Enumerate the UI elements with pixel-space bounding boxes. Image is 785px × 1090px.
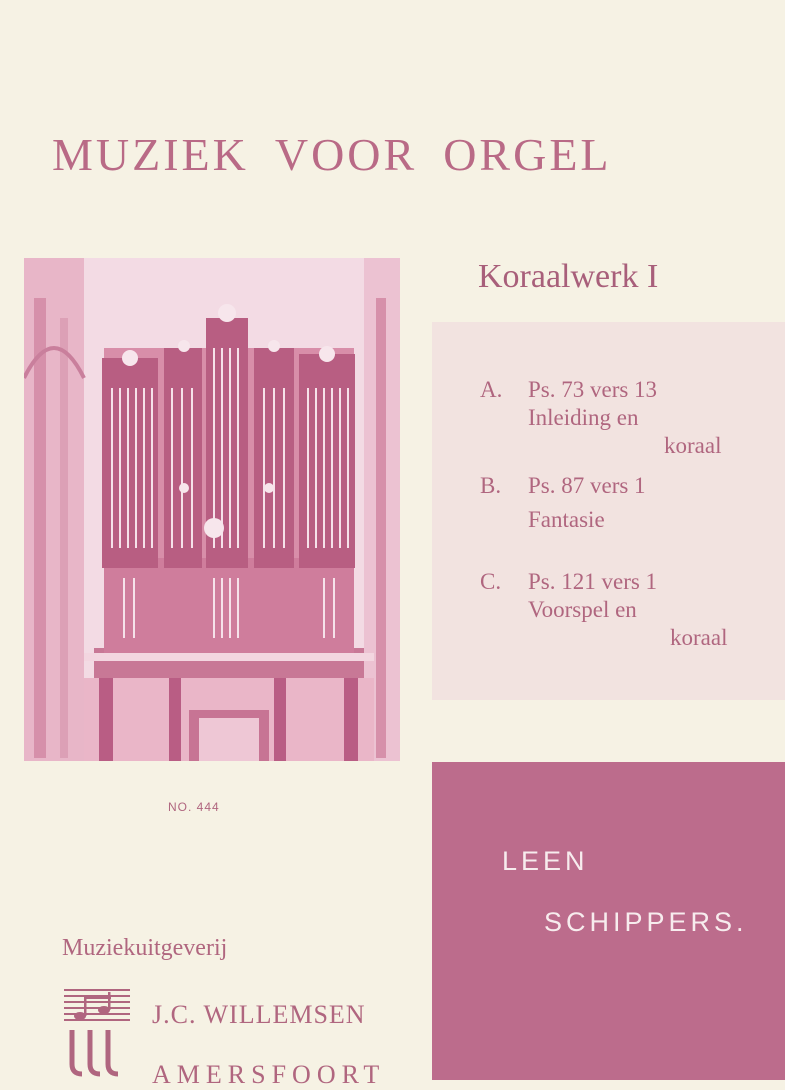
item-psalm: Ps. 87 vers 1 bbox=[528, 473, 646, 498]
item-description: Inleiding en bbox=[528, 405, 639, 430]
organ-photo bbox=[24, 258, 400, 761]
catalog-number: NO. 444 bbox=[168, 800, 220, 814]
item-letter: C. bbox=[480, 569, 502, 594]
publisher-label: Muziekuitgeverij bbox=[62, 935, 228, 961]
item-description-cont: koraal bbox=[664, 433, 722, 458]
item-psalm: Ps. 73 vers 13 bbox=[528, 377, 658, 402]
item-description: Voorspel en bbox=[528, 597, 637, 622]
publisher-city: AMERSFOORT bbox=[152, 1060, 386, 1089]
item-letter: B. bbox=[480, 473, 502, 498]
item-letter: A. bbox=[480, 377, 503, 402]
author-last-name: SCHIPPERS. bbox=[544, 907, 748, 937]
item-psalm: Ps. 121 vers 1 bbox=[528, 569, 658, 594]
title-word: ORGEL bbox=[443, 129, 612, 180]
publisher-logo-icon bbox=[64, 986, 130, 1085]
title-word: VOOR bbox=[274, 129, 418, 180]
item-description: Fantasie bbox=[528, 507, 605, 532]
title-word: MUZIEK bbox=[52, 129, 249, 180]
author-panel bbox=[432, 762, 785, 1080]
contents-panel bbox=[432, 322, 785, 700]
publisher-name: J.C. WILLEMSEN bbox=[152, 1000, 366, 1029]
cover-title bbox=[52, 128, 772, 181]
cover-subtitle: Koraalwerk I bbox=[478, 258, 659, 295]
author-first-name: LEEN bbox=[502, 846, 589, 876]
item-description-cont: koraal bbox=[670, 625, 728, 650]
